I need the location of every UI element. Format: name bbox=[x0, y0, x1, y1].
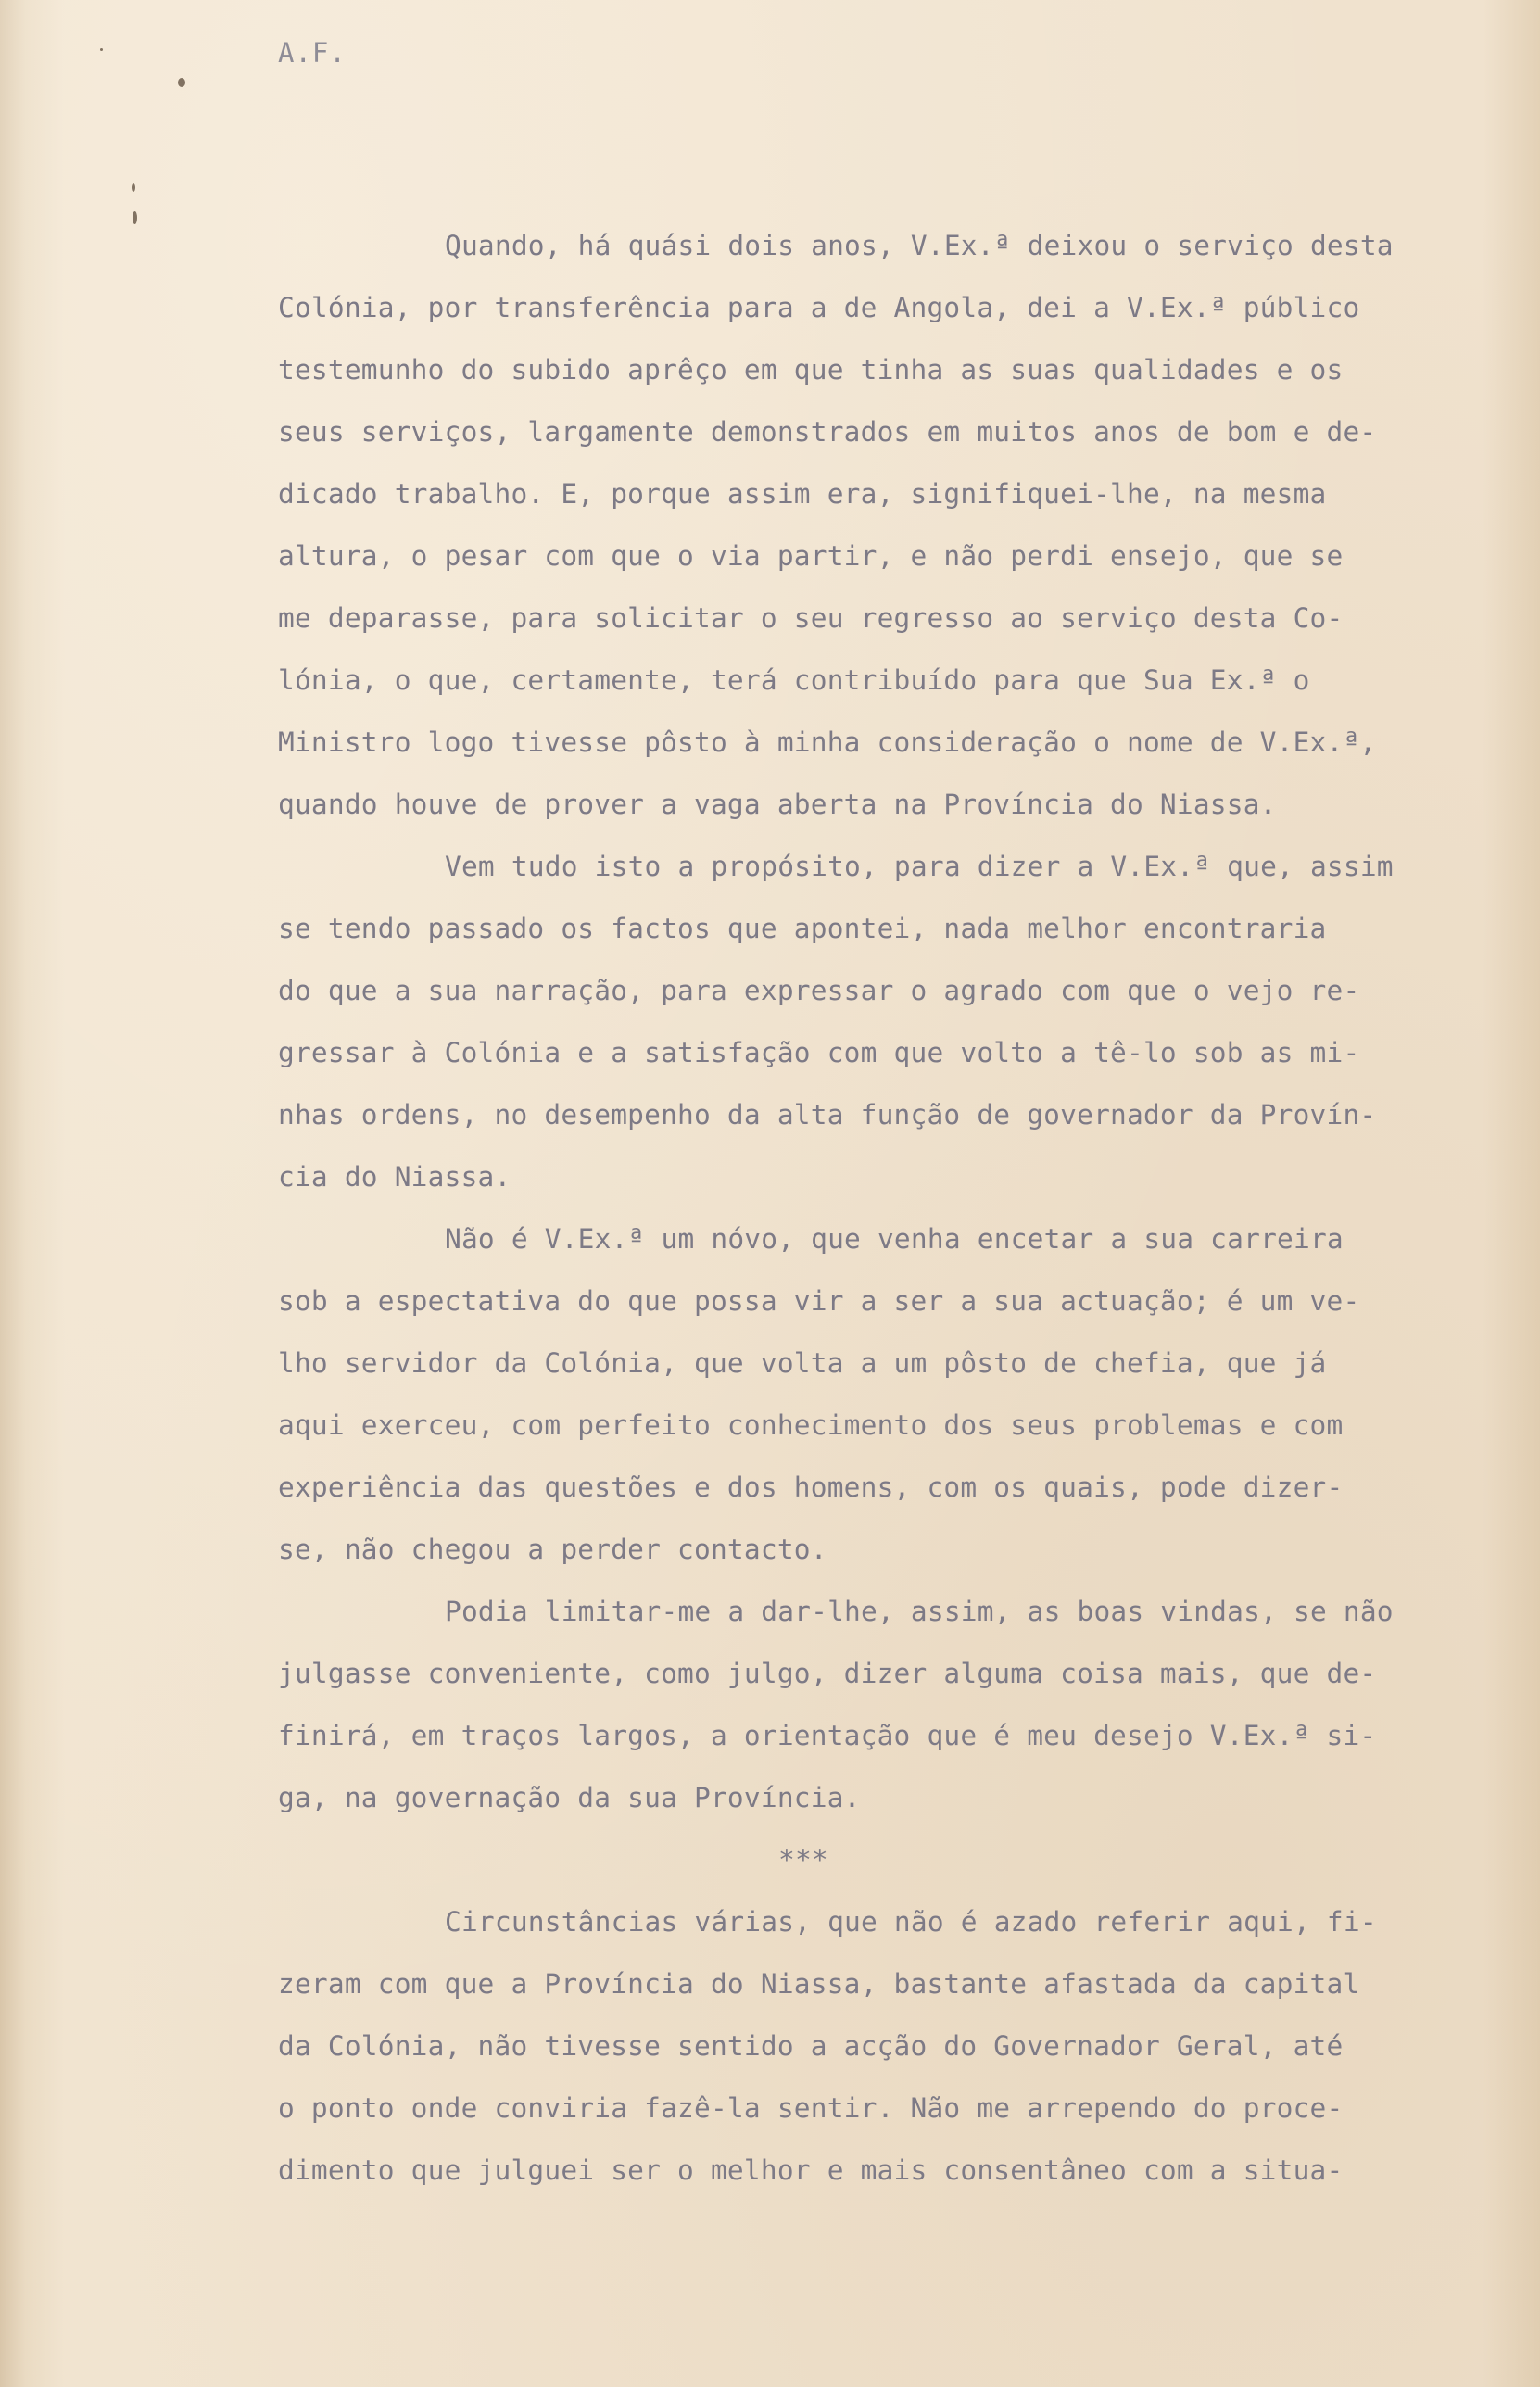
text-line: lho servidor da Colónia, que volta a um pôsto de chefia, que já bbox=[278, 1347, 1327, 1379]
section-separator: *** bbox=[778, 1844, 828, 1876]
letter-body bbox=[278, 215, 1510, 2202]
paragraph-4 bbox=[278, 1581, 1510, 1829]
ink-speck bbox=[100, 48, 103, 51]
text-line: se, não chegou a perder contacto. bbox=[278, 1534, 827, 1565]
text-line: finirá, em traços largos, a orientação que é meu desejo V.Ex.ª si- bbox=[278, 1720, 1377, 1751]
text-line: quando houve de prover a vaga aberta na Província do Niassa. bbox=[278, 789, 1277, 820]
ink-speck bbox=[132, 183, 135, 192]
paragraph-5 bbox=[278, 1891, 1510, 2202]
paragraph-2 bbox=[278, 836, 1510, 1208]
text-line: testemunho do subido aprêço em que tinha as suas qualidades e os bbox=[278, 354, 1344, 385]
ink-speck bbox=[178, 78, 185, 87]
text-line: Não é V.Ex.ª um nóvo, que venha encetar a sua carreira bbox=[445, 1223, 1344, 1255]
text-line: experiência das questões e dos homens, com os quais, pode dizer- bbox=[278, 1471, 1344, 1503]
text-line: o ponto onde conviria fazê-la sentir. Não me arrependo do proce- bbox=[278, 2092, 1344, 2124]
corner-initials: A.F. bbox=[278, 37, 347, 69]
text-line: Circunstâncias várias, que não é azado referir aqui, fi- bbox=[445, 1906, 1377, 1938]
text-line: zeram com que a Província do Niassa, bastante afastada da capital bbox=[278, 1968, 1360, 2000]
text-line: Colónia, por transferência para a de Angola, dei a V.Ex.ª público bbox=[278, 292, 1360, 323]
paragraph-3 bbox=[278, 1208, 1510, 1581]
text-line: lónia, o que, certamente, terá contribuído para que Sua Ex.ª o bbox=[278, 664, 1310, 696]
text-line: aqui exerceu, com perfeito conhecimento dos seus problemas e com bbox=[278, 1409, 1344, 1441]
text-line: do que a sua narração, para expressar o agrado com que o vejo re- bbox=[278, 975, 1360, 1006]
text-line: altura, o pesar com que o via partir, e não perdi ensejo, que se bbox=[278, 540, 1344, 572]
text-line: sob a espectativa do que possa vir a ser a sua actuação; é um ve- bbox=[278, 1285, 1360, 1317]
text-line: ga, na governação da sua Província. bbox=[278, 1782, 861, 1813]
text-line: gressar à Colónia e a satisfação com que volto a tê-lo sob as mi- bbox=[278, 1037, 1360, 1068]
text-line: me deparasse, para solicitar o seu regresso ao serviço desta Co- bbox=[278, 602, 1344, 634]
text-line: cia do Niassa. bbox=[278, 1161, 511, 1193]
ink-speck bbox=[133, 211, 137, 224]
text-line: Ministro logo tivesse pôsto à minha consideração o nome de V.Ex.ª, bbox=[278, 726, 1377, 758]
text-line: dicado trabalho. E, porque assim era, signifiquei-lhe, na mesma bbox=[278, 478, 1327, 510]
text-line: nhas ordens, no desempenho da alta função de governador da Provín- bbox=[278, 1099, 1377, 1130]
text-line: seus serviços, largamente demonstrados em muitos anos de bom e de- bbox=[278, 416, 1377, 448]
text-line: Vem tudo isto a propósito, para dizer a V.Ex.ª que, assim bbox=[445, 851, 1394, 882]
text-line: julgasse conveniente, como julgo, dizer alguma coisa mais, que de- bbox=[278, 1658, 1377, 1689]
text-line: dimento que julguei ser o melhor e mais consentâneo com a situa- bbox=[278, 2154, 1344, 2186]
paragraph-1 bbox=[278, 215, 1510, 836]
text-line: da Colónia, não tivesse sentido a acção do Governador Geral, até bbox=[278, 2030, 1344, 2062]
text-line: se tendo passado os factos que apontei, nada melhor encontraria bbox=[278, 913, 1327, 944]
text-line: Podia limitar-me a dar-lhe, assim, as boas vindas, se não bbox=[445, 1596, 1394, 1627]
text-line: Quando, há quási dois anos, V.Ex.ª deixou o serviço desta bbox=[445, 230, 1394, 261]
